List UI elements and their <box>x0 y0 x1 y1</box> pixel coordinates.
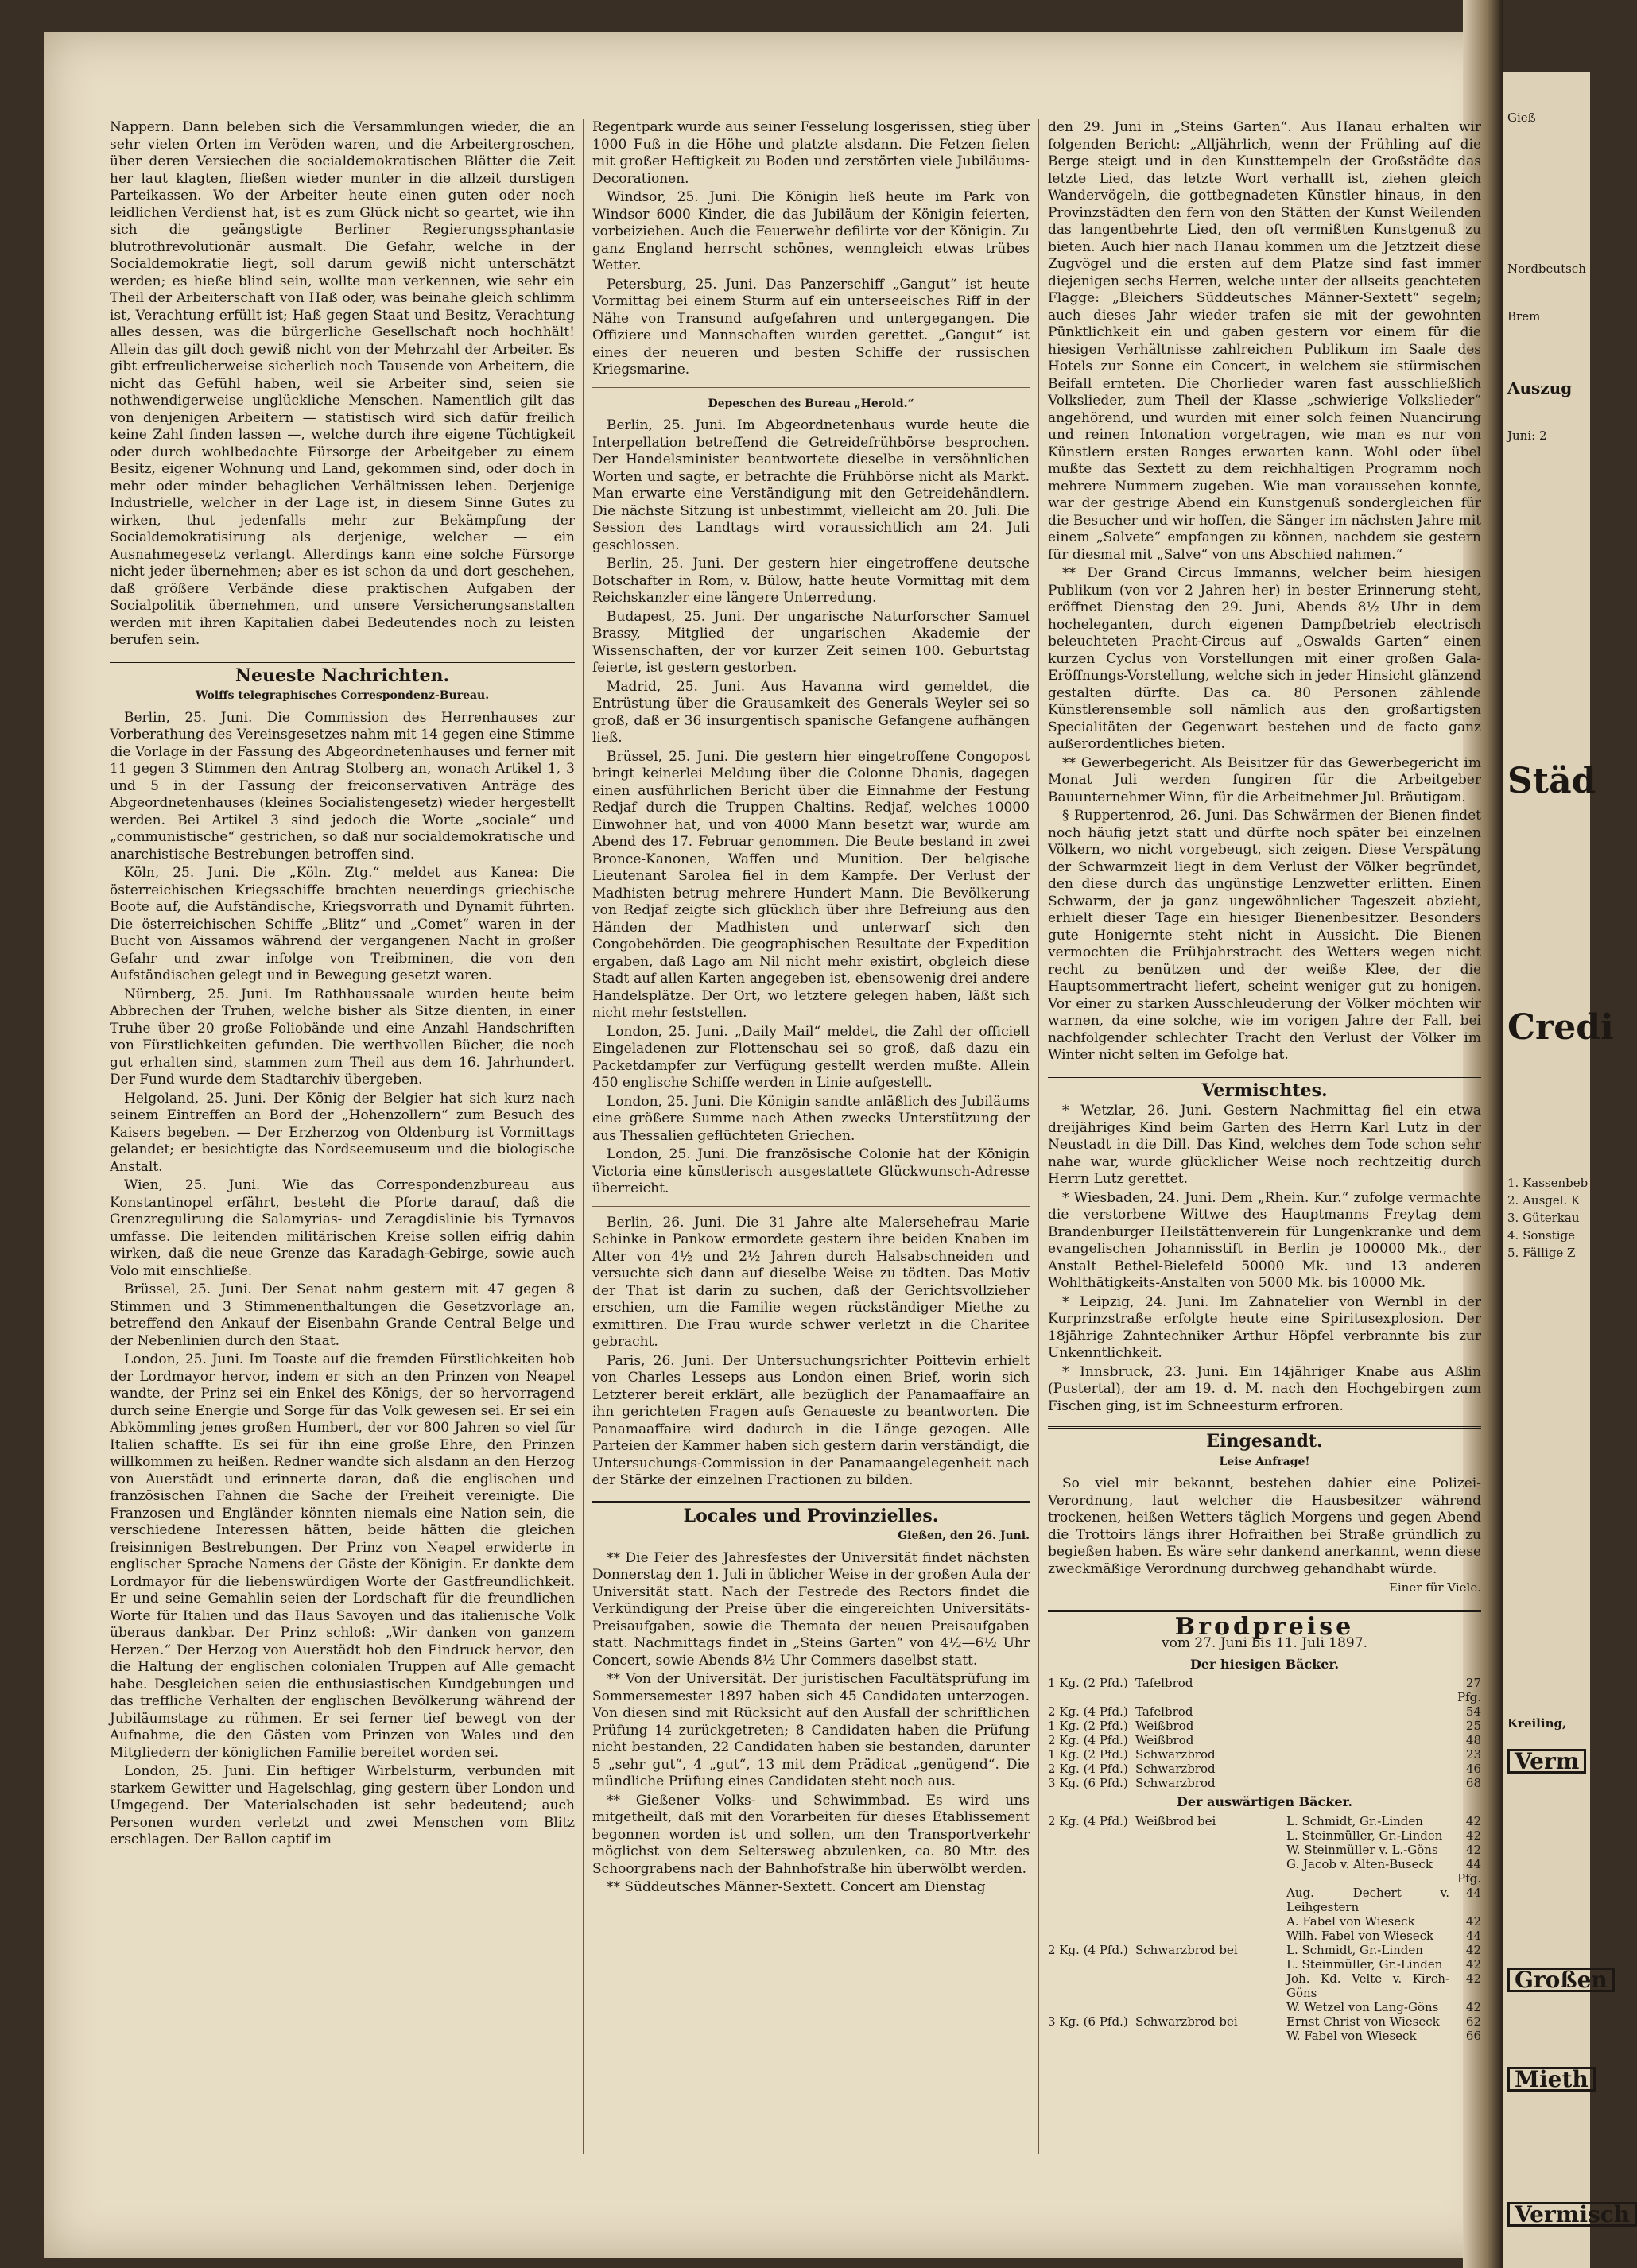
news-item: London, 25. Juni. „Daily Mail“ meldet, die Zahl der officiell Eingeladenen zur Flottenschau sei so groß, daß dazu ein Packetdampfer zur Verfügung gestellt werden mußte. Allein 450 englische Schiffe werden in Linie aufgestellt. <box>592 1023 1030 1091</box>
bread-weight: 2 Kg. (4 Pfd.) <box>1048 1762 1128 1776</box>
bread-price: 44 <box>1465 1885 1481 1900</box>
bread-price-row <box>1048 1814 1481 1828</box>
bread-weight <box>1048 1914 1135 1929</box>
bread-baker: Aug. Dechert v. Leihgestern <box>1286 1885 1449 1914</box>
bread-kind <box>1135 1929 1286 1943</box>
bread-baker <box>1286 1776 1449 1790</box>
fragment-text: Brem <box>1507 309 1541 324</box>
bread-kind: Schwarzbrod bei <box>1135 1942 1238 1957</box>
news-item: * Wiesbaden, 24. Juni. Dem „Rhein. Kur.“ zufolge vermachte die verstorbene Wittwe des Hauptmanns Freytag dem Brandenburger Heilstättenverein für Lungenkranke und dem evangelischen Johannisstift in Berlin je 100000 Mk., der Anstalt Bethel-Bielefeld 50000 Mk. und 13 anderen Wohlthätigkeits-Anstalten von 5000 Mk. bis 10000 Mk. <box>1048 1189 1481 1291</box>
bread-kind <box>1135 1914 1286 1929</box>
bread-baker <box>1286 1733 1449 1747</box>
news-item: Madrid, 25. Juni. Aus Havanna wird gemeldet, die Entrüstung über die Grausamkeit des Generals Weyler sei so groß, daß er 36 insurgentisch spanische Gefangene aufhängen ließ. <box>592 678 1030 746</box>
news-item: Wien, 25. Juni. Wie das Correspondenzbureau aus Konstantinopel erfährt, besteht die Pforte darauf, daß die Grenzregulirung die Salamyrias- und Zeragdislinie bis Tyrnavos umfasse. Die leitenden militärischen Kreise sollen eifrig dahin wirken, daß die neue Grenze das Karadagh-Gebirge, sowie auch Volo mit einschließe. <box>110 1177 575 1279</box>
news-item: Nürnberg, 25. Juni. Im Rathhaussaale wurden heute beim Abbrechen der Truhen, welche bisher als Sitze dienten, in einer Truhe über 20 große Foliobände und eine Anzahl Handschriften von Fürstlichkeiten gefunden. Die werthvollen Bücher, die noch gut erhalten sind, stammen zum Theil aus dem 16. Jahrhundert. Der Fund wurde dem Stadtarchiv übergeben. <box>110 986 575 1087</box>
bread-kind: Tafelbrod <box>1135 1704 1193 1719</box>
bread-price-row <box>1048 1828 1481 1843</box>
bread-price: 42 <box>1465 1999 1481 2014</box>
letter-signature: Einer für Viele. <box>1388 1580 1481 1595</box>
bread-weight <box>1048 2000 1135 2014</box>
news-item: Paris, 26. Juni. Der Untersuchungsrichter Poittevin erhielt von Charles Lesseps aus London einen Brief, worin sich Letzterer bereit erklärt, alle bezüglich der Panamaaffaire an ihn gerichteten Fragen aufs Genaueste zu beantworten. Die Panamaaffaire wird dadurch in die Länge gezogen. Alle Parteien der Kammer haben sich gestern darin verständigt, die Untersuchungs-Commission in der Panamaangelegenheit nach der Stärke der einzelnen Fractionen zu bilden. <box>592 1352 1030 1488</box>
bread-price: 62 <box>1465 2014 1481 2029</box>
divider <box>592 1206 1030 1207</box>
news-item: Berlin, 25. Juni. Im Abgeordnetenhaus wurde heute die Interpellation betreffend die Getreidefrühbörse besprochen. Der Handelsminister beantwortete dieselbe in versöhnlichen Worten und sagte, er betrachte die Frühbörse nicht als Markt. Man erwarte eine Verständigung mit den Getreidehändlern. Die nächste Sitzung ist unbestimmt, vielleicht am 20. Juli. Die Session des Landtags wird voraussichtlich am 24. Juli geschlossen. <box>592 417 1030 553</box>
fragment-text: 4. Sonstige <box>1507 1228 1576 1243</box>
bread-price: 42 <box>1465 1842 1481 1857</box>
bread-price: 46 <box>1465 1762 1481 1776</box>
bread-price: 23 <box>1465 1747 1481 1762</box>
fragment-text: Gieß <box>1507 110 1536 125</box>
bread-price-row <box>1048 1914 1481 1929</box>
fragment-ad-box: Großen <box>1507 1968 1615 1992</box>
bread-price-row <box>1048 1843 1481 1857</box>
news-item: Berlin, 26. Juni. Die 31 Jahre alte Malersehefrau Marie Schinke in Pankow ermordete gestern ihre beiden Knaben im Alter von 4½ und 2½ Jahren durch Halsabschneiden und versuchte sich dann auf dieselbe Weise zu tödten. Das Motiv der That ist darin zu suchen, daß der Gerichtsvollzieher erschien, um die Familie wegen rückständiger Miethe zu exmittiren. Die Frau wurde schwer verletzt in die Charitee gebracht. <box>592 1214 1030 1350</box>
bread-price-row <box>1048 2014 1481 2029</box>
fragment-heading: Credi <box>1507 1007 1614 1048</box>
bread-kind <box>1135 1971 1286 2000</box>
news-item: ** Die Feier des Jahresfestes der Universität findet nächsten Donnerstag den 1. Juli in üblicher Weise in der großen Aula der Universität statt. Nach der Festrede des Rectors findet die Verkündigung der Preise über die eingereichten Universitäts-Preisaufgaben, sowie die Themata der neuen Preisaufgaben statt. Nachmittags findet in „Steins Garten“ von 4½—6½ Uhr Concert, sowie Abends 8½ Uhr Commers daselbst statt. <box>592 1549 1030 1669</box>
bread-weight <box>1048 1929 1135 1943</box>
bread-price: 42 <box>1465 1971 1481 1986</box>
column-2 <box>592 119 1030 2186</box>
bread-price-row <box>1048 1733 1481 1747</box>
bread-price-row <box>1048 1886 1481 1914</box>
bread-price-row <box>1048 1929 1481 1943</box>
bread-price: 25 <box>1465 1719 1481 1733</box>
news-item: Regentpark wurde aus seiner Fesselung losgerissen, stieg über 1000 Fuß in die Höhe und platzte alsdann. Die Fetzen fielen mit großer Heftigkeit zu Boden und zerstörten viele Jubiläums-Decorationen. <box>592 119 1030 187</box>
bread-weight: 2 Kg. (4 Pfd.) <box>1048 1733 1128 1747</box>
bread-kind <box>1135 1857 1286 1886</box>
column-rule <box>583 119 584 2154</box>
bread-weight <box>1048 2029 1135 2043</box>
bread-price: 42 <box>1465 1813 1481 1828</box>
article-intro: Nappern. Dann beleben sich die Versammlungen wieder, die an sehr vielen Orten im Veröden waren, und die Arbeitergroschen, über deren Versiechen die socialdemokratischen Blätter die Zeit her laut klagten, fließen wieder munter in die allzeit durstigen Parteikassen. Wo der Arbeiter heute einen guten oder noch leidlichen Verdienst hat, ist es zum Glück nicht so geartet, wie ihn sich die geängstigte Berliner Regierungssphantasie blutrothrevolutionär ausmalt. Die Gefahr, welche in der Socialdemokratie liegt, soll darum gewiß nicht unterschätzt werden; es hieße blind sein, wollte man verkennen, wie sehr ein Theil der Arbeiterschaft von Haß oder, was beinahe gleich schlimm ist, Verachtung erfüllt ist; Haß gegen Staat und Besitz, Verachtung alles dessen, was die bürgerliche Gesellschaft noch hochhält! Allein das gilt doch gewiß nicht von der Mehrzahl der Arbeiter. Es gibt erfreulicherweise sicherlich noch Tausende von Arbeitern, die nicht das Gefühl haben, weil sie Arbeiter sind, seien sie nothwendigerweise unglückliche Menschen. Namentlich gilt das von denjenigen Arbeitern — statistisch wird sich dafür freilich keine Zahl finden lassen —, welche durch ihre eigene Tüchtigkeit oder durch wohlbedachte Fürsorge der Arbeitgeber zu einem Besitz, eigener Wohnung und Land, gekommen sind, oder doch in mehr oder minder behaglichen Verhältnissen leben. Derjenige Industrielle, welcher in der Lage ist, in diesem Sinne Gutes zu wirken, thut jedenfalls mehr zur Bekämpfung der Socialdemokratisirung als derjenige, welcher — ein Ausnahmegesetz verlangt. Allerdings kann eine solche Fürsorge nicht jeder übernehmen; aber es ist schon da und dort geschehen, daß größere Verbände diese praktischen Aufgaben der Socialpolitik übernehmen, und unsere Versicherungsanstalten werden mit ihren Kapitalien dabei Bedeutendes noch zu leisten berufen sein. <box>110 119 575 648</box>
bread-price-row <box>1048 1676 1481 1704</box>
bread-price-row <box>1048 1943 1481 1957</box>
bread-price-period: vom 27. Juni bis 11. Juli 1897. <box>1162 1635 1367 1651</box>
bread-kind: Tafelbrod <box>1135 1676 1193 1690</box>
news-item: Petersburg, 25. Juni. Das Panzerschiff „Gangut“ ist heute Vormittag bei einem Sturm auf ein unterseeisches Riff in der Nähe von Transund aufgefahren und untergegangen. Die Offiziere und Mannschaften wurden gerettet. „Gangut“ ist eines der neueren und besten Schiffe der russischen Kriegsmarine. <box>592 276 1030 378</box>
fragment-text: 2. Ausgel. K <box>1507 1193 1581 1208</box>
bread-price-row <box>1048 1704 1481 1719</box>
bread-weight: 1 Kg. (2 Pfd.) <box>1048 1676 1128 1690</box>
bread-kind: Weißbrod bei <box>1135 1813 1216 1828</box>
bread-group-local: Der hiesigen Bäcker. <box>1189 1656 1340 1672</box>
fragment-text: 5. Fällige Z <box>1507 1246 1576 1260</box>
news-item: London, 25. Juni. Die Königin sandte anläßlich des Jubiläums eine größere Summe nach Athen zwecks Unterstützung der aus Thessalien geflüchteten Griechen. <box>592 1093 1030 1144</box>
news-item: Windsor, 25. Juni. Die Königin ließ heute im Park von Windsor 6000 Kinder, die das Jubiläum der Königin feierten, vorbeiziehen. Auch die Feuerwehr defilirte vor der Königin. Zu ganz England herrscht schönes, wenngleich etwas trübes Wetter. <box>592 189 1030 273</box>
bread-price-title: Brodpreise <box>1174 1612 1355 1641</box>
news-item: * Leipzig, 24. Juni. Im Zahnatelier von Wernbl in der Kurprinzstraße erfolgte heute eine Spiritusexplosion. Der 18jährige Zahntechniker Arthur Höpfel verbrannte bis zur Unkenntlichkeit. <box>1048 1293 1481 1361</box>
section-heading-news: Neueste Nachrichten. <box>110 661 575 685</box>
bread-baker: G. Jacob v. Alten-Buseck <box>1286 1856 1433 1871</box>
bread-weight <box>1048 1828 1135 1843</box>
bread-price: 54 <box>1465 1704 1481 1719</box>
news-item: Köln, 25. Juni. Die „Köln. Ztg.“ meldet aus Kanea: Die österreichischen Kriegsschiffe brachten neuerdings griechische Boote auf, die Aufständische, Kriegsvorrath und Dynamit führten. Die österreichischen Schiffe „Blitz“ und „Comet“ waren in der Bucht von Aissamos während der vergangenen Nacht in großer Gefahr und zwar infolge von Treibminen, die von den Aufständischen gelegt und in Bewegung gesetzt waren. <box>110 865 575 983</box>
news-item: den 29. Juni in „Steins Garten“. Aus Hanau erhalten wir folgenden Bericht: „Alljährlich, wenn der Frühling auf die Berge steigt und in den Kunsttempeln der Großstädte das letzte Lied, das letzte Wort verhallt ist, ziehen gleich Wandervögeln, die gottbegnadeten Künstler hinaus, in den Provinzstädten den fern von den Stätten der Kunst Weilenden das langentbehrte Lied, den oft vermißten Kunstgenuß zu bieten. Auch hier nach Hanau kommen um die Jetztzeit diese Zugvögel und die ersten auf dem Platze sind fast immer diejenigen sechs Herren, welche unter der allseits geachteten Flagge: „Bleichers Süddeutsches Männer-Sextett“ segeln; auch dieses Jahr wieder trafen sie mit der gewohnten Pünktlichkeit ein und gaben gestern vor einem für die hiesigen Verhältnisse zahlreichen Publikum im Saale des Hotels zur Sonne ein Concert, in welchem sie stürmischen Beifall ernteten. Die Chorlieder waren fast ausschließlich Volkslieder, zum Theil der Klasse „schwierige Volkslieder“ angehörend, und wurden mit einer solch feinen Nuancirung und reinen Intonation vorgetragen, wie man es nur von Künstlern ersten Ranges erwarten kann. Wohl oder übel mußte das Sextett zu dem reichhaltigen Programm noch mehrere Nummern zugeben. Wie man voraussehen konnte, war der gestrige Abend ein Kunstgenuß sondergleichen für die Besucher und wir hoffen, die Sänger im nächsten Jahre mit einem „Salvete“ empfangen zu können, nachdem sie gestern für diesmal mit „Salve“ von uns Abschied nahmen.“ <box>1048 119 1481 563</box>
bread-kind: Weißbrod <box>1135 1733 1194 1747</box>
bread-weight <box>1048 1957 1135 1971</box>
column-rule <box>1038 119 1039 2154</box>
adjacent-page-fragment <box>1503 72 1631 2268</box>
bread-price: 42 <box>1465 1956 1481 1971</box>
bread-price-row <box>1048 1776 1481 1790</box>
bread-price: 44 Pfg. <box>1457 1856 1481 1886</box>
bread-weight <box>1048 1843 1135 1857</box>
bread-kind: Schwarzbrod <box>1135 1747 1216 1762</box>
news-item: Helgoland, 25. Juni. Der König der Belgier hat sich kurz nach seinem Eintreffen an Bord der „Hohenzollern“ zum Besuch des Kaisers begeben. — Der Erzherzog von Oldenburg ist Vormittags gelandet; er besichtigte das Nordseemuseum und die biologische Anstalt. <box>110 1090 575 1175</box>
bread-baker: L. Steinmüller, Gr.-Linden <box>1286 1828 1443 1843</box>
bread-price-row <box>1048 1762 1481 1776</box>
news-item: * Innsbruck, 23. Juni. Ein 14jähriger Knabe aus Aßlin (Pustertal), der am 19. d. M. nach den Hochgebirgen zum Fischen ging, ist im Schneesturm erfroren. <box>1048 1363 1481 1414</box>
bread-baker: Joh. Kd. Velte v. Kirch-Göns <box>1286 1971 1449 2000</box>
bread-weight: 2 Kg. (4 Pfd.) <box>1048 1942 1128 1957</box>
bread-weight: 3 Kg. (6 Pfd.) <box>1048 2014 1128 2029</box>
bread-weight <box>1048 1971 1135 2000</box>
section-subheading: Depeschen des Bureau „Herold.“ <box>708 397 914 410</box>
bread-kind <box>1135 1886 1286 1914</box>
bread-baker <box>1286 1719 1449 1733</box>
bread-kind <box>1135 1957 1286 1971</box>
section-subheading: Leise Anfrage! <box>1219 1455 1310 1468</box>
letter-text: So viel mir bekannt, bestehen dahier eine Polizei-Verordnung, laut welcher die Hausbesitzer während trockenen, heißen Wetters täglich Morgens und gegen Abend die Trottoirs längs ihrer Hofraithen bei Straße gründlich zu begießen haben. Es wäre sehr dankend anerkannt, wenn diese zweckmäßige Verordnung durchweg gehandhabt würde. <box>1048 1475 1481 1577</box>
bread-price: 42 <box>1465 1828 1481 1843</box>
news-item: Brüssel, 25. Juni. Der Senat nahm gestern mit 47 gegen 8 Stimmen und 3 Stimmenenthaltungen die Gesetzvorlage an, betreffend den Ankauf der Eisenbahn Grande Central Belge und der Nebenlinien durch den Staat. <box>110 1281 575 1349</box>
news-item: Budapest, 25. Juni. Der ungarische Naturforscher Samuel Brassy, Mitglied der ungarischen Akademie der Wissenschaften, der vor kurzer Zeit seinen 100. Geburtstag feierte, ist gestern gestorben. <box>592 608 1030 676</box>
bread-baker: W. Fabel von Wieseck <box>1286 2028 1417 2043</box>
bread-baker <box>1286 1762 1449 1776</box>
bread-weight: 3 Kg. (6 Pfd.) <box>1048 1776 1128 1790</box>
bread-kind <box>1135 2029 1286 2043</box>
bread-price-row <box>1048 1719 1481 1733</box>
news-item: * Wetzlar, 26. Juni. Gestern Nachmittag fiel ein etwa dreijähriges Kind beim Garten des Herrn Karl Lutz in der Neustadt in die Dill. Das Kind, welches dem Tode schon sehr nahe war, wurde glücklicher Weise noch rechtzeitig durch Herrn Lutz gerettet. <box>1048 1103 1481 1187</box>
column-3 <box>1048 119 1481 2186</box>
bread-price-row <box>1048 1857 1481 1886</box>
fragment-text: 3. Güterkau <box>1507 1211 1580 1225</box>
bread-rows-foreign <box>1048 1814 1481 2043</box>
bread-baker: W. Wetzel von Lang-Göns <box>1286 1999 1439 2014</box>
news-item: ** Gießener Volks- und Schwimmbad. Es wird uns mitgetheilt, daß mit den Vorarbeiten für dieses Etablissement begonnen worden ist und sollen, um den Transportverkehr möglichst von dem Seltersweg abzulenken, ca. 80 Mtr. des Schoorgrabens nach der Bahnhofstraße hin überwölbt werden. <box>592 1792 1030 1877</box>
bread-kind <box>1135 1843 1286 1857</box>
bread-baker: Wilh. Fabel von Wieseck <box>1286 1928 1434 1943</box>
bread-rows-local <box>1048 1676 1481 1790</box>
section-subheading: Wolffs telegraphisches Correspondenz-Bureau. <box>195 689 490 702</box>
fragment-heading: Städ <box>1507 761 1596 801</box>
bread-baker: A. Fabel von Wieseck <box>1286 1913 1415 1929</box>
bread-price: 48 <box>1465 1733 1481 1747</box>
bread-baker: L. Schmidt, Gr.-Linden <box>1286 1942 1423 1957</box>
news-item: ** Gewerbegericht. Als Beisitzer für das Gewerbegericht im Monat Juli werden fungiren für die Arbeitgeber Bauunternehmer Winn, für die Arbeitnehmer Jul. Bräutigam. <box>1048 754 1481 805</box>
bread-baker <box>1286 1676 1449 1704</box>
bread-kind: Weißbrod <box>1135 1719 1194 1733</box>
section-heading-eingesandt: Eingesandt. <box>1048 1426 1481 1451</box>
fragment-text: 1. Kassenbeb <box>1507 1176 1589 1190</box>
bread-kind: Schwarzbrod bei <box>1135 2014 1238 2029</box>
fragment-heading: Auszug <box>1507 378 1573 397</box>
fragment-ad-box: Vermisch <box>1507 2202 1637 2227</box>
divider <box>592 387 1030 388</box>
news-item: ** Von der Universität. Der juristischen Facultätsprüfung im Sommersemester 1897 haben sich 45 Candidaten unterzogen. Von diesen sind mit Rücksicht auf den Ausfall der schriftlichen Prüfung 14 zurückgetreten; 8 Candidaten haben die Prüfung nicht bestanden, 22 Candidaten haben sie bestanden, darunter 5 „sehr gut“, 4 „gut“, 13 mit dem Prädicat „genügend“. Die mündliche Prüfung eines Candidaten steht noch aus. <box>592 1671 1030 1789</box>
bread-baker: L. Steinmüller, Gr.-Linden <box>1286 1956 1443 1971</box>
bread-group-foreign: Der auswärtigen Bäcker. <box>1176 1794 1353 1809</box>
bread-price: 44 <box>1465 1928 1481 1943</box>
section-heading-vermischtes: Vermischtes. <box>1048 1076 1481 1100</box>
news-item: London, 25. Juni. Die französische Colonie hat der Königin Victoria eine künstlerisch ausgestattete Glückwunsch-Adresse überreicht. <box>592 1146 1030 1196</box>
fragment-ad-box: Verm <box>1507 1749 1586 1774</box>
bread-price-table <box>1048 1610 1481 2043</box>
bread-price-row <box>1048 1747 1481 1762</box>
bread-baker: W. Steinmüller v. L.-Göns <box>1286 1842 1438 1857</box>
bread-weight <box>1048 1857 1135 1886</box>
bread-price: 42 <box>1465 1913 1481 1929</box>
bread-price: 68 <box>1465 1776 1481 1790</box>
bread-baker: Ernst Christ von Wieseck <box>1286 2014 1440 2029</box>
bread-kind: Schwarzbrod <box>1135 1762 1216 1776</box>
bread-price: 42 <box>1465 1942 1481 1957</box>
news-item: London, 25. Juni. Im Toaste auf die fremden Fürstlichkeiten hob der Lordmayor hervor, indem er sich an den Prinzen von Neapel wandte, der Prinz sei ein Enkel des Königs, der so hervorragend durch seine Energie und Sorge für das Volk gewesen sei. Er sei ein Abkömmling jenes großen Humbert, der vor 800 Jahren so viel für Italien schaffte. Es sei für ihn eine große Ehre, den Prinzen willkommen zu heißen. Redner wandte sich alsdann an den Herzog von Auerstädt und erinnerte daran, daß die englischen und französischen Fahnen die Sache der Freiheit vereinigte. Die Franzosen und Engländer könnten niemals eine Nation sein, die verschiedene Interessen hätten, beide hätten die gleichen freisinnigen Bestrebungen. Der Prinz von Neapel erwiderte in englischer Sprache Namens der Gäste der Königin. Er dankte dem Lordmayor für die liebenswürdigen Worte der Gastfreundlichkeit. Er und seine Gemahlin seien der Lordschaft für die freundlichen Worte für Italien und das Haus Savoyen und das italienische Volk überaus dankbar. Der Prinz schloß: „Wir danken von ganzem Herzen.“ Der Herzog von Auerstädt hob den Eindruck hervor, den die Haltung der englischen colonialen Truppen auf Alle gemacht habe. Desgleichen seien die enthusiastischen Kundgebungen und das treffliche Verhalten der englischen Bevölkerung während der Jubiläumstage zu rühmen. Er sei ferner tief bewegt von der Aufnahme, die den Gästen vom Prinzen von Wales und den Mitgliedern der königlichen Familie bereitet worden sei. <box>110 1351 575 1761</box>
bread-weight: 2 Kg. (4 Pfd.) <box>1048 1704 1128 1719</box>
news-item: § Ruppertenrod, 26. Juni. Das Schwärmen der Bienen findet noch häufig jetzt statt und dürfte noch später bei einzelnen Völkern, wo nicht vorgebeugt, sich zeigen. Diese Verspätung der Schwarmzeit liegt in dem Verlust der Völker begründet, den diese durch das ungünstige Lenzwetter erlitten. Einen Schwarm, der ja ganz ungewöhnlicher Tageszeit abzieht, erhielt dieser Tage ein hiesiger Bienenbesitzer. Besonders gute Honigernte steht nicht in Aussicht. Die Bienen vermochten die Frühjahrstracht des Wetters wegen nicht recht zu benützen und der weiße Klee, der die Hauptsommertracht liefert, scheint weniger gut zu honigen. Vor einer zu starken Ausschleuderung der Völker möchten wir warnen, da eine solche, wie im vorigen Jahre der Fall, bei nachfolgender schlechter Tracht den Verlust der Völker im Winter nicht selten im Gefolge hat. <box>1048 808 1481 1063</box>
bread-kind <box>1135 1828 1286 1843</box>
bread-price: 66 <box>1465 2028 1481 2043</box>
bread-weight: 1 Kg. (2 Pfd.) <box>1048 1719 1128 1733</box>
bread-weight: 2 Kg. (4 Pfd.) <box>1048 1813 1128 1828</box>
bread-weight: 1 Kg. (2 Pfd.) <box>1048 1747 1128 1762</box>
bread-baker <box>1286 1704 1449 1719</box>
bread-price-row <box>1048 1971 1481 2000</box>
bread-baker: L. Schmidt, Gr.-Linden <box>1286 1813 1423 1828</box>
news-item: Brüssel, 25. Juni. Die gestern hier eingetroffene Congopost bringt keinerlei Meldung über die Colonne Dhanis, dagegen einen ausführlichen Bericht über die Einnahme der Festung Redjaf durch die Truppen Chaltins. Redjaf, welches 10000 Einwohner hat, und von 4000 Mann besetzt war, wurde am Abend des 17. Februar genommen. Die Beute bestand in zwei Bronce-Kanonen, Waffen und Munition. Der belgische Lieutenant Sarolea fiel in dem Kampfe. Der Verlust der Madhisten betrug mehrere Hundert Mann. Die Bevölkerung von Redjaf zeigte sich glücklich über ihre Befreiung aus den Händen der Madhisten und unterwarf sich den Congobehörden. Die geographischen Resultate der Expedition ergaben, daß Lago am Nil nicht mehr existirt, obgleich diese Stadt auf allen Karten angegeben ist, ebensowenig drei andere Handelsplätze. Der Ort, wo letztere gelegen haben, läßt sich nicht mehr feststellen. <box>592 748 1030 1021</box>
bread-kind <box>1135 2000 1286 2014</box>
bread-weight <box>1048 1886 1135 1914</box>
bread-kind: Schwarzbrod <box>1135 1776 1216 1790</box>
fragment-text: Kreiling, <box>1507 1716 1567 1731</box>
dateline: Gießen, den 26. Juni. <box>898 1529 1030 1542</box>
bread-price-row <box>1048 2000 1481 2014</box>
section-heading-locales: Locales und Provinzielles. <box>592 1501 1030 1526</box>
bread-price-row <box>1048 2029 1481 2043</box>
bread-baker <box>1286 1747 1449 1762</box>
news-item: ** Der Grand Circus Immanns, welcher beim hiesigen Publikum (von vor 2 Jahren her) in bester Erinnerung steht, eröffnet Dienstag den 29. Juni, Abends 8½ Uhr in dem hocheleganten, durch eigenen Dampfbetrieb electrisch beleuchteten Pracht-Circus auf „Oswalds Garten“ einen kurzen Cyclus von Vorstellungen mit einer großen Gala-Eröffnungs-Vorstellung, welche sich in jeder Hinsicht glänzend gestalten dürfte. Das ca. 80 Personen zählende Künstlerensemble soll nämlich aus den großartigsten Specialitäten der Gegenwart bestehen und de facto ganz außerordentliches bieten. <box>1048 565 1481 752</box>
bread-price: 27 Pfg. <box>1457 1676 1481 1704</box>
news-item: Berlin, 25. Juni. Der gestern hier eingetroffene deutsche Botschafter in Rom, v. Bülow, hatte heute Vormittag mit dem Reichskanzler eine längere Unterredung. <box>592 556 1030 606</box>
fragment-text: Juni: 2 <box>1507 428 1547 443</box>
news-item: London, 25. Juni. Ein heftiger Wirbelsturm, verbunden mit starkem Gewitter und Hagelschlag, ging gestern über London und Umgegend. Der Materialschaden ist sehr bedeutend; auch Personen wurden verletzt und zwei Menschen vom Blitz erschlagen. Der Ballon captif im <box>110 1763 575 1847</box>
news-item: Berlin, 25. Juni. Die Commission des Herrenhauses zur Vorberathung des Vereinsgesetzes nahm mit 14 gegen eine Stimme die Vorlage in der Fassung des Abgeordnetenhauses und ferner mit 11 gegen 3 Stimmen den Antrag Stolberg an, wonach Artikel 1, 3 und 5 in der Fassung der freiconservativen Anträge des Abgeordnetenhauses (kleines Socialistengesetz) wieder hergestellt werden. Bei Artikel 3 sind jedoch die Worte „sociale“ und „communistische“ gestrichen, so daß nur socialdemokratische und anarchistische Bestrebungen betroffen sind. <box>110 709 575 863</box>
bread-price-row <box>1048 1957 1481 1971</box>
fragment-ad-box: Mieth <box>1507 2067 1596 2092</box>
news-item: ** Süddeutsches Männer-Sextett. Concert am Dienstag <box>607 1879 986 1895</box>
column-1 <box>110 119 575 2186</box>
fragment-text: Nordbeutsch <box>1507 262 1586 276</box>
